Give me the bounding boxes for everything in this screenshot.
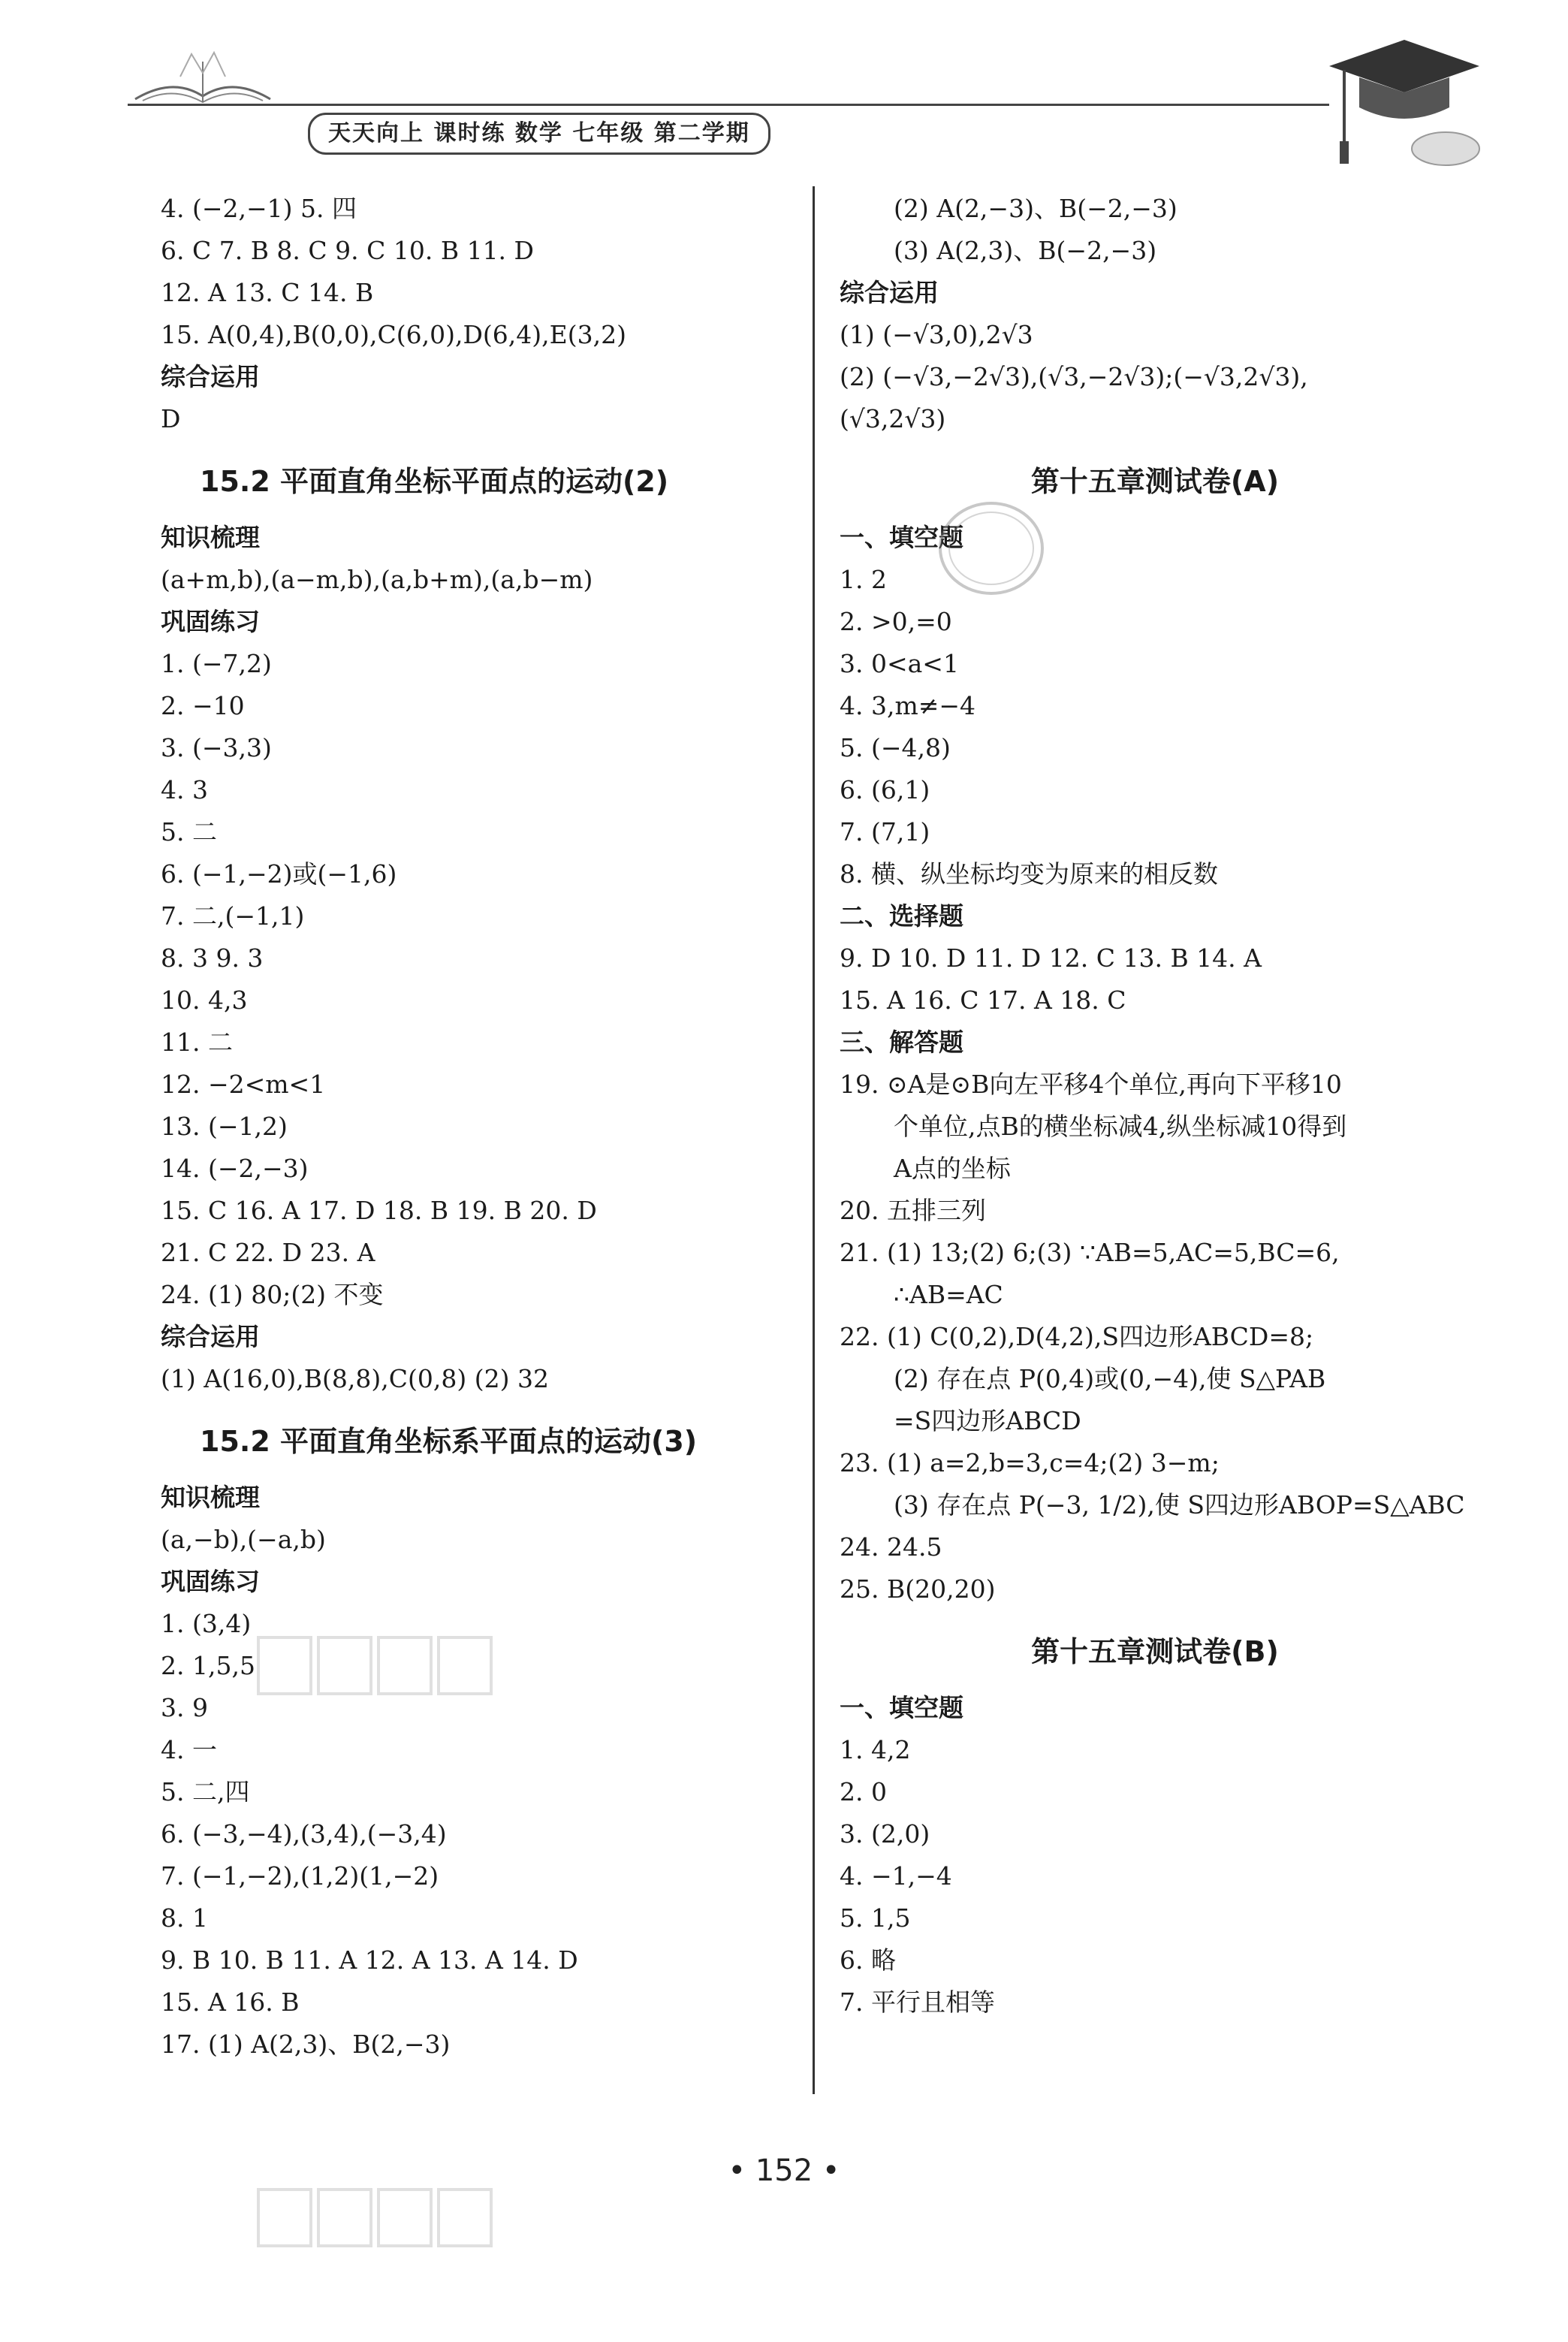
answer-line: 8. 1	[161, 1903, 208, 1933]
answer-line: 8. 横、纵坐标均变为原来的相反数	[840, 859, 1218, 889]
answer-line: 20. 五排三列	[840, 1196, 986, 1225]
answer-line: 5. 二	[161, 817, 217, 847]
answer-line: 3. 9	[161, 1693, 208, 1722]
answer-line: 5. 1,5	[840, 1903, 911, 1933]
answer-line: 2. >0,=0	[840, 607, 952, 636]
subsection-label: 一、填空题	[840, 523, 963, 552]
header-title: 天天向上 课时练 数学 七年级 第二学期	[308, 113, 770, 155]
answer-line: 9. D 10. D 11. D 12. C 13. B 14. A	[840, 943, 1262, 973]
subsection-label: 巩固练习	[161, 1567, 260, 1596]
answer-line: (a,−b),(−a,b)	[161, 1525, 326, 1554]
subsection-label: 综合运用	[840, 278, 939, 307]
answer-line: 24. (1) 80;(2) 不变	[161, 1280, 384, 1309]
answer-line: D	[161, 404, 181, 433]
answer-line: 15. A(0,4),B(0,0),C(6,0),D(6,4),E(3,2)	[161, 320, 626, 349]
answer-line: 19. ⊙A是⊙B向左平移4个单位,再向下平移10	[840, 1070, 1342, 1099]
subsection-label: 巩固练习	[161, 607, 260, 636]
answer-line: 15. C 16. A 17. D 18. B 19. B 20. D	[161, 1196, 597, 1225]
subsection-label: 三、解答题	[840, 1028, 963, 1057]
answer-line: 21. C 22. D 23. A	[161, 1238, 375, 1267]
answer-line: 7. 平行且相等	[840, 1987, 995, 2017]
answer-line: (2) (−√3,−2√3),(√3,−2√3);(−√3,2√3),	[840, 362, 1308, 391]
right-column	[840, 188, 1470, 2024]
answer-line: 4. 3,m≠−4	[840, 691, 976, 720]
answer-line: 7. 二,(−1,1)	[161, 901, 305, 931]
answer-line: 1. 2	[840, 565, 887, 594]
answer-line: (1) (−√3,0),2√3	[840, 320, 1033, 349]
watermark	[255, 2182, 496, 2260]
answer-line: (3) A(2,3)、B(−2,−3)	[894, 236, 1157, 265]
answer-line: 9. B 10. B 11. A 12. A 13. A 14. D	[161, 1945, 578, 1975]
answer-line: 4. (−2,−1) 5. 四	[161, 194, 357, 223]
answer-line: 6. 略	[840, 1945, 896, 1975]
answer-line: 14. (−2,−3)	[161, 1154, 309, 1183]
section-title: 15.2 平面直角坐标平面点的运动(2)	[200, 465, 669, 498]
column-divider	[813, 186, 815, 2094]
answer-line: 6. (−1,−2)或(−1,6)	[161, 859, 397, 889]
answer-line: 21. (1) 13;(2) 6;(3) ∵AB=5,AC=5,BC=6,	[840, 1238, 1340, 1267]
answer-line: (a+m,b),(a−m,b),(a,b+m),(a,b−m)	[161, 565, 593, 594]
answer-line: 6. C 7. B 8. C 9. C 10. B 11. D	[161, 236, 534, 265]
answer-line: 6. (6,1)	[840, 775, 930, 804]
answer-line: 4. 一	[161, 1735, 217, 1764]
graduation-cap-icon	[1322, 36, 1487, 171]
watermark	[255, 1630, 496, 1708]
answer-line: 15. A 16. B	[161, 1987, 300, 2017]
answer-line: 7. (−1,−2),(1,2)(1,−2)	[161, 1861, 439, 1891]
answer-line: 3. 0<a<1	[840, 649, 959, 678]
answer-line: 个单位,点B的横坐标减4,纵坐标减10得到	[894, 1112, 1347, 1141]
answer-line: 15. A 16. C 17. A 18. C	[840, 985, 1126, 1015]
answer-line: 3. (2,0)	[840, 1819, 930, 1849]
section-title: 第十五章测试卷(A)	[1030, 465, 1280, 498]
subsection-label: 综合运用	[161, 1322, 260, 1351]
answer-line: 1. 4,2	[840, 1735, 911, 1764]
answer-line: 23. (1) a=2,b=3,c=4;(2) 3−m;	[840, 1448, 1220, 1477]
answer-line: (1) A(16,0),B(8,8),C(0,8) (2) 32	[161, 1364, 549, 1393]
answer-line: 12. −2<m<1	[161, 1070, 326, 1099]
answer-line: 2. −10	[161, 691, 245, 720]
answer-line: 5. 二,四	[161, 1777, 250, 1806]
answer-line: 22. (1) C(0,2),D(4,2),S四边形ABCD=8;	[840, 1322, 1314, 1351]
subsection-label: 二、选择题	[840, 901, 963, 931]
left-column	[161, 188, 807, 2066]
answer-line: (√3,2√3)	[840, 404, 946, 433]
answer-line: 3. (−3,3)	[161, 733, 272, 762]
page-header	[0, 0, 1568, 173]
answer-line: (2) 存在点 P(0,4)或(0,−4),使 S△PAB	[894, 1364, 1326, 1393]
header-rule	[128, 104, 1329, 106]
answer-line: 4. 3	[161, 775, 208, 804]
section-title: 15.2 平面直角坐标系平面点的运动(3)	[200, 1425, 698, 1458]
answer-line: A点的坐标	[894, 1154, 1011, 1183]
answer-line: =S四边形ABCD	[894, 1406, 1081, 1435]
answer-line: 1. (3,4)	[161, 1609, 252, 1638]
answer-line: 6. (−3,−4),(3,4),(−3,4)	[161, 1819, 447, 1849]
answer-line: 10. 4,3	[161, 985, 248, 1015]
answer-line: (3) 存在点 P(−3, 1/2),使 S四边形ABOP=S△ABC	[894, 1490, 1465, 1520]
subsection-label: 知识梳理	[161, 1483, 260, 1512]
section-title: 第十五章测试卷(B)	[1031, 1635, 1279, 1668]
answer-line: 7. (7,1)	[840, 817, 930, 847]
answer-line: 2. 0	[840, 1777, 887, 1806]
answer-line: 5. (−4,8)	[840, 733, 951, 762]
answer-line: 13. (−1,2)	[161, 1112, 288, 1141]
answer-line: 12. A 13. C 14. B	[161, 278, 374, 307]
answer-line: 2. 1,5,5	[161, 1651, 255, 1680]
answer-line: 4. −1,−4	[840, 1861, 952, 1891]
answer-line: 17. (1) A(2,3)、B(2,−3)	[161, 2030, 451, 2059]
answer-line: 8. 3 9. 3	[161, 943, 264, 973]
answer-line: 1. (−7,2)	[161, 649, 272, 678]
subsection-label: 一、填空题	[840, 1693, 963, 1722]
page-number: • 152 •	[728, 2153, 840, 2188]
answer-line: 25. B(20,20)	[840, 1574, 996, 1604]
answer-line: 11. 二	[161, 1028, 233, 1057]
answer-line: 24. 24.5	[840, 1532, 942, 1562]
subsection-label: 知识梳理	[161, 523, 260, 552]
answer-line: (2) A(2,−3)、B(−2,−3)	[894, 194, 1178, 223]
stamp-icon	[935, 496, 1048, 601]
answer-line: ∴AB=AC	[894, 1280, 1003, 1309]
subsection-label: 综合运用	[161, 362, 260, 391]
